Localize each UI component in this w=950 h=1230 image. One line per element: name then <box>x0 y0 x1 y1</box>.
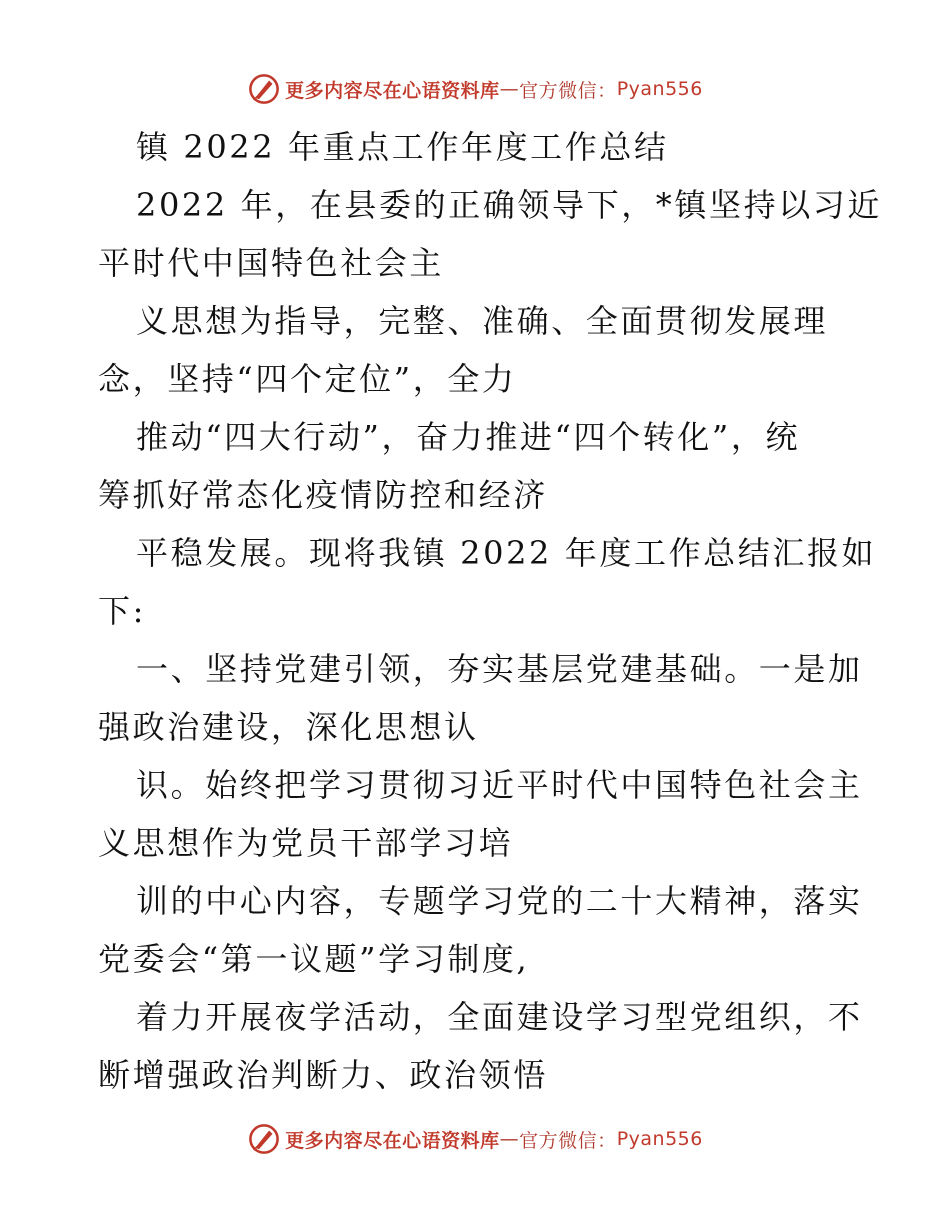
paragraph-line: 下: <box>98 592 146 630</box>
paragraph-line: 筹抓好常态化疫情防控和经济 <box>98 476 548 514</box>
paragraph-line: 强政治建设，深化思想认 <box>98 708 479 746</box>
banner-wechat-label: 官方微信： <box>519 79 617 102</box>
paragraph-line: 训的中心内容，专题学习党的二十大精神，落实 <box>136 882 863 920</box>
footer-watermark-banner <box>0 1122 950 1156</box>
paragraph-line: 识。始终把学习贯彻习近平时代中国特色社会主 <box>136 766 863 804</box>
paragraph-line: 念，坚持“四个定位”，全力 <box>98 360 517 398</box>
paragraph-line: 平时代中国特色社会主 <box>98 244 445 282</box>
document-body <box>0 118 950 1104</box>
paragraph-line: 一、坚持党建引领，夯实基层党建基础。一是加 <box>136 650 863 688</box>
banner-main-text: 更多内容尽在心语资料库 <box>285 1129 500 1152</box>
banner-wechat-id: Pyan556 <box>616 1128 703 1150</box>
quill-logo-icon <box>247 72 281 106</box>
banner-separator: — <box>499 78 520 100</box>
quill-logo-icon <box>247 1122 281 1156</box>
banner-wechat-id: Pyan556 <box>616 78 703 100</box>
paragraph-line: 推动“四大行动”，奋力推进“四个转化”，统 <box>136 418 801 456</box>
document-title: 镇 2022 年重点工作年度工作总结 <box>136 128 669 166</box>
paragraph-line: 党委会“第一议题”学习制度, <box>98 940 530 978</box>
banner-wechat-label: 官方微信： <box>519 1129 617 1152</box>
header-watermark-banner <box>0 72 950 106</box>
paragraph-line: 2022 年，在县委的正确领导下，*镇坚持以习近 <box>136 186 883 224</box>
paragraph-line: 义思想为指导，完整、准确、全面贯彻发展理 <box>136 302 829 340</box>
paragraph-line: 着力开展夜学活动，全面建设学习型党组织，不 <box>136 998 863 1036</box>
paragraph-line: 平稳发展。现将我镇 2022 年度工作总结汇报如 <box>136 534 877 572</box>
paragraph-line: 义思想作为党员干部学习培 <box>98 824 514 862</box>
banner-separator: — <box>499 1128 520 1150</box>
paragraph-line: 断增强政治判断力、政治领悟 <box>98 1056 548 1094</box>
banner-main-text: 更多内容尽在心语资料库 <box>285 79 500 102</box>
